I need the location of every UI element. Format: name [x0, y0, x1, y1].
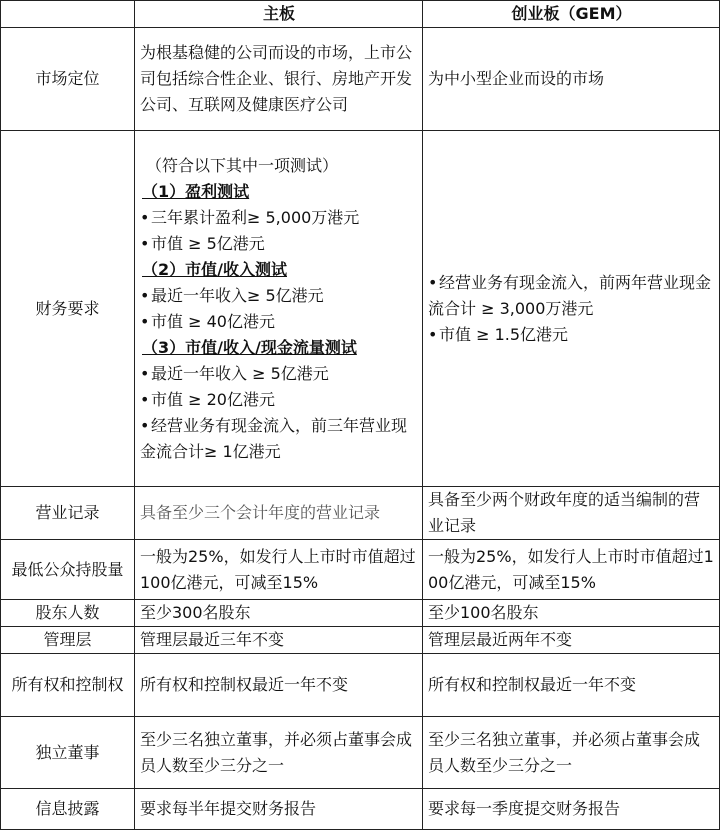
- gem-ownership: 所有权和控制权最近一年不变: [423, 654, 720, 717]
- row-label-public-float: 最低公众持股量: [1, 540, 135, 600]
- financial-intro: （符合以下其中一项测试）: [146, 155, 339, 175]
- main-management: 管理层最近三年不变: [135, 627, 423, 654]
- gem-public-float: 一般为25%，如发行人上市时市值超过100亿港元，可减至15%: [423, 540, 720, 600]
- list-item: •经营业务有现金流入，前三年营业现金流合计≥ 1亿港元: [140, 415, 408, 461]
- list-item: •最近一年收入 ≥ 5亿港元: [140, 363, 329, 383]
- list-item: •市值 ≥ 1.5亿港元: [428, 324, 569, 344]
- gem-management: 管理层最近两年不变: [423, 627, 720, 654]
- list-item: •经营业务有现金流入，前两年营业现金流合计 ≥ 3,000万港元: [428, 272, 712, 318]
- main-financial: [135, 131, 423, 487]
- header-gem: 创业板（GEM）: [423, 1, 720, 28]
- main-positioning: 为根基稳健的公司而设的市场，上市公司包括综合性企业、银行、房地产开发公司、互联网及健康医疗公司: [135, 28, 423, 131]
- row-label-positioning: 市场定位: [1, 28, 135, 131]
- table-row: [1, 627, 720, 654]
- header-blank-cell: [1, 1, 135, 28]
- main-shareholders: 至少300名股东: [135, 600, 423, 627]
- header-row: [1, 1, 720, 28]
- table-row: [1, 540, 720, 600]
- main-public-float: 一般为25%，如发行人上市时市值超过100亿港元，可减至15%: [135, 540, 423, 600]
- table-row: [1, 654, 720, 717]
- table-row: [1, 717, 720, 789]
- list-item: •市值 ≥ 40亿港元: [140, 311, 275, 331]
- table-row: [1, 131, 720, 487]
- test2-title: （2）市值/收入测试: [142, 259, 287, 279]
- row-label-disclosure: 信息披露: [1, 789, 135, 830]
- main-disclosure: 要求每半年提交财务报告: [135, 789, 423, 830]
- gem-shareholders: 至少100名股东: [423, 600, 720, 627]
- row-label-financial: 财务要求: [1, 131, 135, 487]
- main-track-record: 具备至少三个会计年度的营业记录: [135, 487, 423, 540]
- gem-positioning: 为中小型企业而设的市场: [423, 28, 720, 131]
- main-ownership: 所有权和控制权最近一年不变: [135, 654, 423, 717]
- row-label-track-record: 营业记录: [1, 487, 135, 540]
- table-row: [1, 600, 720, 627]
- list-item: •三年累计盈利≥ 5,000万港元: [140, 207, 360, 227]
- header-main-board: 主板: [135, 1, 423, 28]
- row-label-directors: 独立董事: [1, 717, 135, 789]
- main-directors: 至少三名独立董事，并必须占董事会成员人数至少三分之一: [135, 717, 423, 789]
- gem-track-record: 具备至少两个财政年度的适当编制的营业记录: [423, 487, 720, 540]
- table-row: [1, 487, 720, 540]
- table-row: [1, 28, 720, 131]
- gem-financial: [423, 131, 720, 487]
- row-label-ownership: 所有权和控制权: [1, 654, 135, 717]
- row-label-management: 管理层: [1, 627, 135, 654]
- gem-directors: 至少三名独立董事，并必须占董事会成员人数至少三分之一: [423, 717, 720, 789]
- gem-disclosure: 要求每一季度提交财务报告: [423, 789, 720, 830]
- row-label-shareholders: 股东人数: [1, 600, 135, 627]
- test1-title: （1）盈利测试: [142, 181, 250, 201]
- list-item: •最近一年收入≥ 5亿港元: [140, 285, 324, 305]
- list-item: •市值 ≥ 5亿港元: [140, 233, 265, 253]
- test3-title: （3）市值/收入/现金流量测试: [142, 337, 357, 357]
- table-row: [1, 789, 720, 830]
- list-item: •市值 ≥ 20亿港元: [140, 389, 275, 409]
